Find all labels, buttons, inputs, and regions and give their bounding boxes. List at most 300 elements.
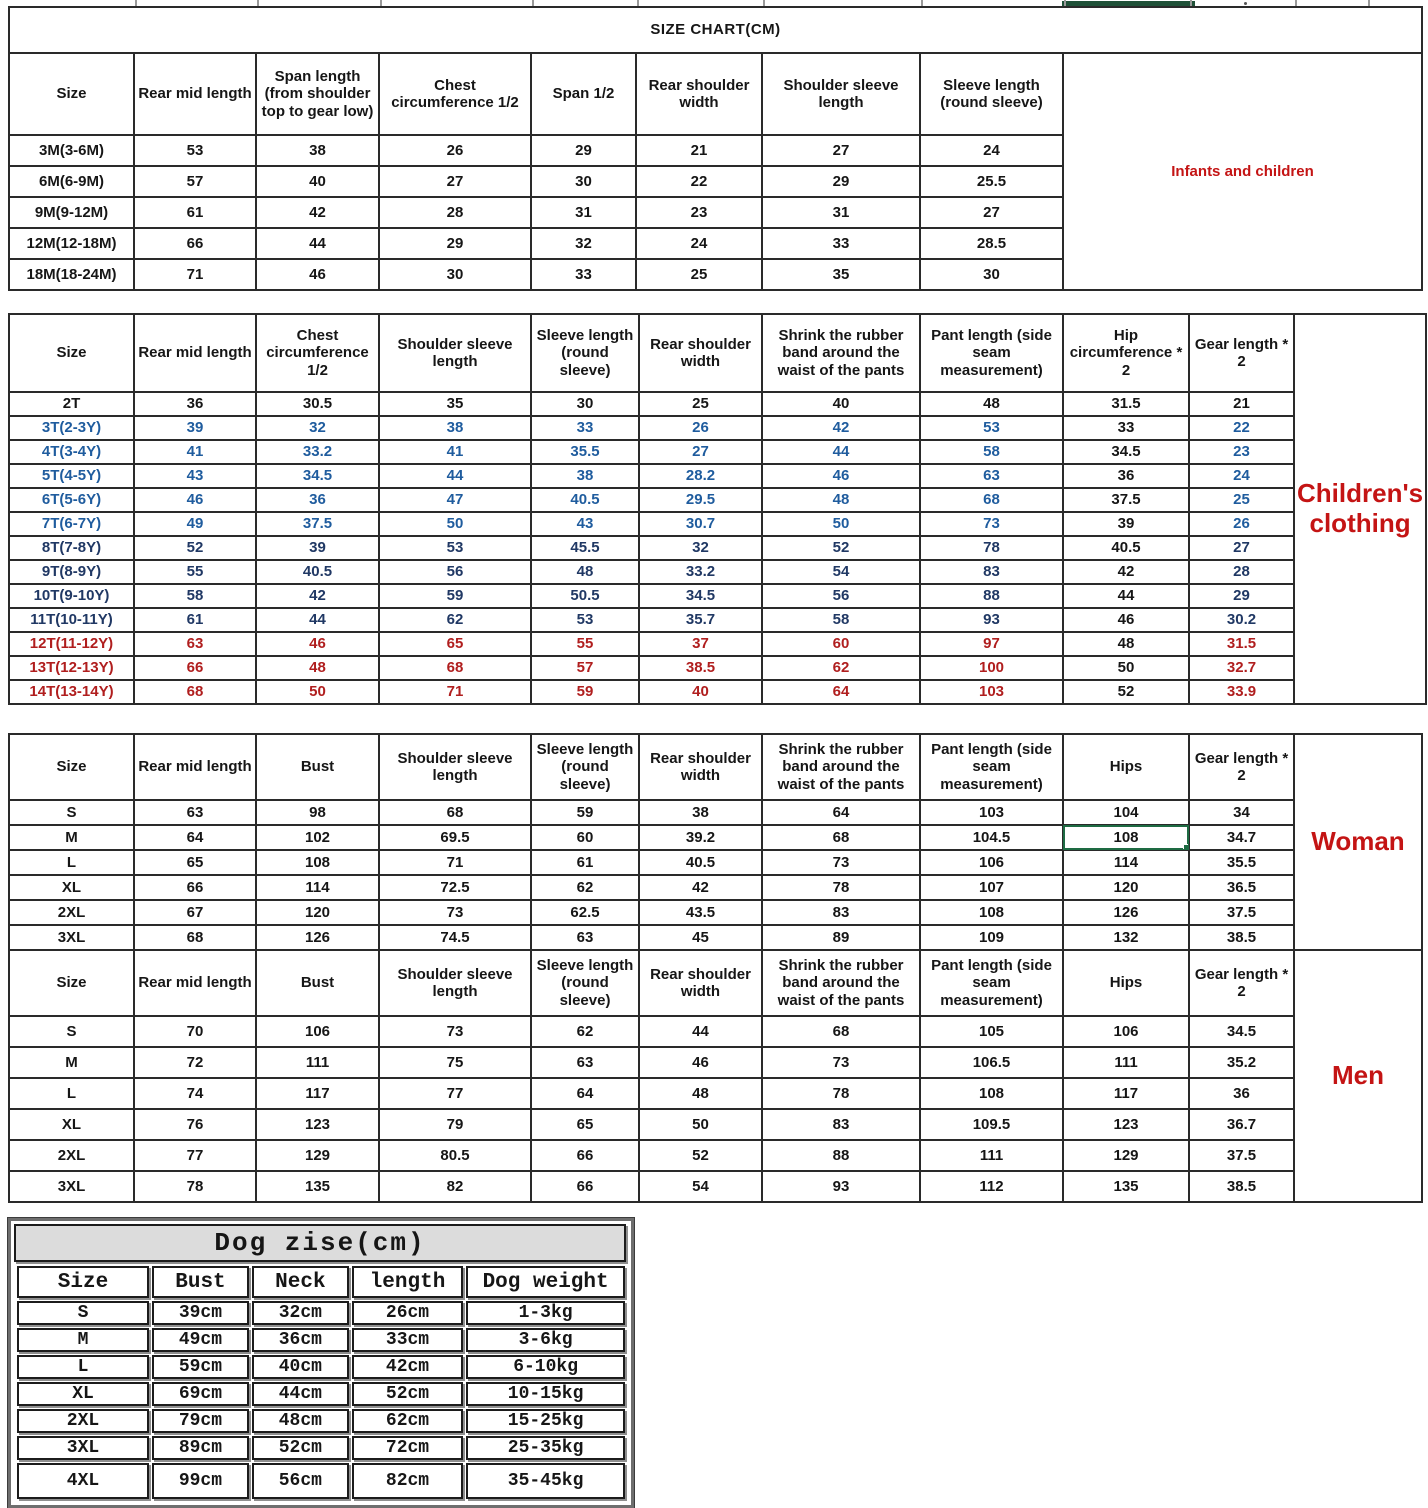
table-cell: 29 <box>531 135 636 166</box>
table-cell: S <box>9 800 134 825</box>
table-cell: 42 <box>256 197 379 228</box>
table-cell: 106.5 <box>920 1047 1063 1078</box>
table-row <box>9 656 1426 680</box>
table-cell: 36 <box>1063 464 1189 488</box>
table-cell: 66 <box>531 1140 639 1171</box>
table-cell: 34.5 <box>256 464 379 488</box>
table-cell: 40 <box>256 166 379 197</box>
column-header: Hip circumference * 2 <box>1063 314 1189 392</box>
table-cell: 65 <box>379 632 531 656</box>
table-cell: 4T(3-4Y) <box>9 440 134 464</box>
table-cell: 31 <box>762 197 920 228</box>
table-row <box>9 536 1426 560</box>
table-cell: 10T(9-10Y) <box>9 584 134 608</box>
table-cell: 13T(12-13Y) <box>9 656 134 680</box>
table-cell: 59 <box>379 584 531 608</box>
table-cell: 3M(3-6M) <box>9 135 134 166</box>
table-cell: M <box>9 825 134 850</box>
table-row <box>17 1328 625 1352</box>
table-cell: 52 <box>762 536 920 560</box>
men-size-table <box>8 949 1423 1203</box>
table-cell: 60 <box>531 825 639 850</box>
children-size-table <box>8 313 1427 705</box>
table-cell: 103 <box>920 680 1063 704</box>
table-row <box>17 1436 625 1460</box>
column-header: Shrink the rubber band around the waist of the pants <box>762 734 920 800</box>
column-header: Size <box>17 1266 149 1298</box>
table-cell: 36 <box>134 392 256 416</box>
table-cell: 62.5 <box>531 900 639 925</box>
column-header: Shrink the rubber band around the waist of the pants <box>762 950 920 1016</box>
table-row <box>9 392 1426 416</box>
table-row <box>9 584 1426 608</box>
table-cell: 55 <box>134 560 256 584</box>
table-cell: 82 <box>379 1171 531 1202</box>
table-cell: 49cm <box>152 1328 249 1352</box>
table-row <box>17 1409 625 1433</box>
column-header: Shoulder sleeve length <box>762 53 920 135</box>
table-cell: 126 <box>1063 900 1189 925</box>
table-cell: 33.9 <box>1189 680 1294 704</box>
table-cell: 32cm <box>252 1301 349 1325</box>
table-cell: 1-3kg <box>466 1301 625 1325</box>
table-cell: 22 <box>1189 416 1294 440</box>
column-header: Gear length * 2 <box>1189 734 1294 800</box>
table-cell: 62cm <box>352 1409 463 1433</box>
table-cell: 42 <box>762 416 920 440</box>
table-cell: 40 <box>762 392 920 416</box>
column-header: Chest circumference 1/2 <box>256 314 379 392</box>
table-cell: 56 <box>762 584 920 608</box>
table-cell: 106 <box>920 850 1063 875</box>
table-cell: 14T(13-14Y) <box>9 680 134 704</box>
table-cell: 25.5 <box>920 166 1063 197</box>
table-cell: 89cm <box>152 1436 249 1460</box>
table-cell: 32 <box>639 536 762 560</box>
men-grid <box>8 949 1423 1203</box>
table-cell: 63 <box>531 925 639 950</box>
infants-grid <box>8 6 1423 291</box>
column-header: Rear mid length <box>134 314 256 392</box>
table-cell: 27 <box>379 166 531 197</box>
table-cell: 68 <box>379 800 531 825</box>
table-cell: 68 <box>762 1016 920 1047</box>
table-cell: 55 <box>531 632 639 656</box>
table-cell: 33.2 <box>256 440 379 464</box>
column-header: Rear shoulder width <box>639 950 762 1016</box>
table-cell: 10-15kg <box>466 1382 625 1406</box>
table-cell: 50 <box>379 512 531 536</box>
table-cell: L <box>17 1355 149 1379</box>
table-cell: 6-10kg <box>466 1355 625 1379</box>
table-cell: 50 <box>256 680 379 704</box>
table-cell: 71 <box>379 680 531 704</box>
table-cell: 56 <box>379 560 531 584</box>
table-cell: 53 <box>379 536 531 560</box>
table-cell: 111 <box>1063 1047 1189 1078</box>
table-cell: 52cm <box>252 1436 349 1460</box>
table-row <box>9 440 1426 464</box>
table-cell: 64 <box>531 1078 639 1109</box>
table-cell: 28 <box>1189 560 1294 584</box>
table-cell: 53 <box>134 135 256 166</box>
table-cell: 135 <box>256 1171 379 1202</box>
table-cell: 34.5 <box>639 584 762 608</box>
table-cell: 24 <box>1189 464 1294 488</box>
table-row <box>17 1301 625 1325</box>
table-row <box>9 825 1422 850</box>
column-header: Shoulder sleeve length <box>379 314 531 392</box>
infants-group-label: Infants and children <box>1063 53 1422 290</box>
table-cell: 23 <box>636 197 762 228</box>
table-cell: 30 <box>531 166 636 197</box>
table-cell: 100 <box>920 656 1063 680</box>
table-cell: 29 <box>1189 584 1294 608</box>
table-row <box>9 1016 1422 1047</box>
table-cell: 35.7 <box>639 608 762 632</box>
table-cell: 80.5 <box>379 1140 531 1171</box>
table-cell: 63 <box>920 464 1063 488</box>
table-cell: 45.5 <box>531 536 639 560</box>
table-cell: 71 <box>379 850 531 875</box>
table-cell: 99cm <box>152 1463 249 1499</box>
table-cell: 35.5 <box>1189 850 1294 875</box>
table-cell: 50 <box>762 512 920 536</box>
table-cell: 29 <box>762 166 920 197</box>
table-cell: 60 <box>762 632 920 656</box>
table-row <box>9 800 1422 825</box>
table-cell: 3-6kg <box>466 1328 625 1352</box>
table-row <box>9 1109 1422 1140</box>
table-cell: 108 <box>920 1078 1063 1109</box>
table-cell: 45 <box>639 925 762 950</box>
table-row <box>9 560 1426 584</box>
table-cell: 34.5 <box>1063 440 1189 464</box>
table-cell: 65 <box>134 850 256 875</box>
table-row <box>9 1047 1422 1078</box>
table-cell: 129 <box>256 1140 379 1171</box>
table-cell: 36 <box>256 488 379 512</box>
table-cell: 42 <box>639 875 762 900</box>
table-cell: 34 <box>1189 800 1294 825</box>
table-cell: 39.2 <box>639 825 762 850</box>
table-cell: 73 <box>920 512 1063 536</box>
table-cell: 93 <box>920 608 1063 632</box>
table-cell: 52 <box>1063 680 1189 704</box>
table-cell: 24 <box>636 228 762 259</box>
table-cell: 28.2 <box>639 464 762 488</box>
table-cell: 78 <box>762 875 920 900</box>
table-cell: 30 <box>379 259 531 290</box>
table-cell: 32 <box>256 416 379 440</box>
table-cell: XL <box>17 1382 149 1406</box>
table-cell: 120 <box>256 900 379 925</box>
table-cell: 9M(9-12M) <box>9 197 134 228</box>
men-group-label: Men <box>1294 950 1422 1202</box>
table-cell: 106 <box>1063 1016 1189 1047</box>
table-cell: 104 <box>1063 800 1189 825</box>
table-cell: 73 <box>379 1016 531 1047</box>
table-cell: 41 <box>134 440 256 464</box>
table-cell: 37.5 <box>256 512 379 536</box>
table-cell: 61 <box>134 608 256 632</box>
table-cell: XL <box>9 1109 134 1140</box>
table-cell: 62 <box>379 608 531 632</box>
table-cell: 40.5 <box>531 488 639 512</box>
table-cell: 23 <box>1189 440 1294 464</box>
table-cell: 44cm <box>252 1382 349 1406</box>
table-cell: 40.5 <box>639 850 762 875</box>
table-cell: 111 <box>256 1047 379 1078</box>
table-cell: 3XL <box>9 1171 134 1202</box>
table-cell: 37.5 <box>1189 1140 1294 1171</box>
table-cell: 38.5 <box>1189 925 1294 950</box>
table-cell: 66 <box>531 1171 639 1202</box>
table-cell: 47 <box>379 488 531 512</box>
table-cell: 12T(11-12Y) <box>9 632 134 656</box>
table-cell: 30.5 <box>256 392 379 416</box>
table-cell: 36cm <box>252 1328 349 1352</box>
table-cell: 97 <box>920 632 1063 656</box>
table-cell: 93 <box>762 1171 920 1202</box>
table-cell: 40cm <box>252 1355 349 1379</box>
table-cell: L <box>9 1078 134 1109</box>
table-cell: 25-35kg <box>466 1436 625 1460</box>
table-cell: 46 <box>762 464 920 488</box>
table-cell: 48 <box>256 656 379 680</box>
table-cell: 63 <box>531 1047 639 1078</box>
table-cell: 83 <box>762 900 920 925</box>
table-cell: 54 <box>762 560 920 584</box>
table-cell: 132 <box>1063 925 1189 950</box>
column-header: Size <box>9 314 134 392</box>
table-cell: 39 <box>256 536 379 560</box>
table-cell: 120 <box>1063 875 1189 900</box>
column-header: Rear mid length <box>134 950 256 1016</box>
table-cell: 59 <box>531 800 639 825</box>
table-cell: 3T(2-3Y) <box>9 416 134 440</box>
table-cell: 42 <box>1063 560 1189 584</box>
table-cell: 33 <box>531 416 639 440</box>
table-cell: 44 <box>762 440 920 464</box>
table-cell: 53 <box>920 416 1063 440</box>
table-cell: 78 <box>762 1078 920 1109</box>
table-cell: 36 <box>1189 1078 1294 1109</box>
table-cell: 28.5 <box>920 228 1063 259</box>
column-header: Bust <box>256 734 379 800</box>
table-cell: 123 <box>1063 1109 1189 1140</box>
table-cell: 3XL <box>17 1436 149 1460</box>
column-header: Pant length (side seam measurement) <box>920 734 1063 800</box>
column-header: Size <box>9 950 134 1016</box>
table-cell: 109.5 <box>920 1109 1063 1140</box>
table-cell: 2T <box>9 392 134 416</box>
table-cell: 40 <box>639 680 762 704</box>
table-cell: 44 <box>379 464 531 488</box>
table-cell: 5T(4-5Y) <box>9 464 134 488</box>
table-cell: 98 <box>256 800 379 825</box>
woman-grid <box>8 733 1423 951</box>
table-cell: 58 <box>762 608 920 632</box>
column-header: Rear mid length <box>134 53 256 135</box>
column-header: Size <box>9 53 134 135</box>
table-cell: 32.7 <box>1189 656 1294 680</box>
column-header: Span length (from shoulder top to gear low) <box>256 53 379 135</box>
table-cell: 64 <box>762 800 920 825</box>
column-header: Size <box>9 734 134 800</box>
table-cell: 73 <box>379 900 531 925</box>
table-cell: 123 <box>256 1109 379 1140</box>
table-cell: 30.2 <box>1189 608 1294 632</box>
table-cell: 50.5 <box>531 584 639 608</box>
table-row <box>9 875 1422 900</box>
dog-chart-title: Dog zise(cm) <box>14 1224 626 1262</box>
table-cell: 35-45kg <box>466 1463 625 1499</box>
table-cell: 89 <box>762 925 920 950</box>
table-cell: 57 <box>531 656 639 680</box>
table-cell: 44 <box>256 608 379 632</box>
table-cell: 61 <box>531 850 639 875</box>
column-header: Gear length * 2 <box>1189 950 1294 1016</box>
table-cell: 43.5 <box>639 900 762 925</box>
table-cell: 35 <box>379 392 531 416</box>
column-header: Sleeve length (round sleeve) <box>531 950 639 1016</box>
table-cell: 6M(6-9M) <box>9 166 134 197</box>
table-cell: 18M(18-24M) <box>9 259 134 290</box>
table-cell: 15-25kg <box>466 1409 625 1433</box>
table-cell: 21 <box>636 135 762 166</box>
table-cell: 33 <box>762 228 920 259</box>
table-cell: 58 <box>920 440 1063 464</box>
table-cell: 46 <box>639 1047 762 1078</box>
table-cell: 77 <box>379 1078 531 1109</box>
table-cell: 26 <box>379 135 531 166</box>
table-cell: 79cm <box>152 1409 249 1433</box>
table-cell: 36.7 <box>1189 1109 1294 1140</box>
table-row <box>9 512 1426 536</box>
table-cell: 27 <box>920 197 1063 228</box>
table-cell: 106 <box>256 1016 379 1047</box>
table-cell: 67 <box>134 900 256 925</box>
table-cell: 48 <box>1063 632 1189 656</box>
table-cell: 25 <box>1189 488 1294 512</box>
infants-size-table <box>8 6 1423 291</box>
column-header: Shrink the rubber band around the waist of the pants <box>762 314 920 392</box>
table-cell: 31.5 <box>1189 632 1294 656</box>
table-cell: 38 <box>379 416 531 440</box>
column-header: Hips <box>1063 950 1189 1016</box>
column-header: Gear length * 2 <box>1189 314 1294 392</box>
table-cell: 66 <box>134 656 256 680</box>
table-cell: 68 <box>920 488 1063 512</box>
table-cell: 44 <box>256 228 379 259</box>
table-cell: 48 <box>762 488 920 512</box>
column-header: Hips <box>1063 734 1189 800</box>
table-cell: 108 <box>920 900 1063 925</box>
table-row <box>9 1171 1422 1202</box>
table-cell: M <box>9 1047 134 1078</box>
table-row <box>9 1140 1422 1171</box>
table-cell: 37 <box>639 632 762 656</box>
table-cell: 35 <box>762 259 920 290</box>
table-cell: 105 <box>920 1016 1063 1047</box>
table-cell: 25 <box>639 392 762 416</box>
table-cell: 38 <box>639 800 762 825</box>
table-cell: 68 <box>762 825 920 850</box>
table-cell: 38 <box>256 135 379 166</box>
table-cell: 7T(6-7Y) <box>9 512 134 536</box>
table-row <box>9 464 1426 488</box>
table-cell: 44 <box>639 1016 762 1047</box>
table-cell: 31.5 <box>1063 392 1189 416</box>
table-cell: L <box>9 850 134 875</box>
table-cell: 79 <box>379 1109 531 1140</box>
table-cell: 27 <box>762 135 920 166</box>
table-cell: 2XL <box>17 1409 149 1433</box>
table-cell: 58 <box>134 584 256 608</box>
table-cell: 61 <box>134 197 256 228</box>
table-cell: 26 <box>1189 512 1294 536</box>
table-cell: 103 <box>920 800 1063 825</box>
table-cell: 117 <box>256 1078 379 1109</box>
table-cell: 53 <box>531 608 639 632</box>
column-header: Chest circumference 1/2 <box>379 53 531 135</box>
table-cell: 56cm <box>252 1463 349 1499</box>
table-cell: 83 <box>762 1109 920 1140</box>
table-cell: 77 <box>134 1140 256 1171</box>
table-row <box>9 608 1426 632</box>
column-header: Neck <box>252 1266 349 1298</box>
table-row <box>17 1355 625 1379</box>
table-cell: 69.5 <box>379 825 531 850</box>
table-row <box>9 416 1426 440</box>
table-cell: 50 <box>639 1109 762 1140</box>
woman-size-table <box>8 733 1423 951</box>
table-cell: 83 <box>920 560 1063 584</box>
table-row <box>9 680 1426 704</box>
table-cell: 38 <box>531 464 639 488</box>
table-cell: 34.5 <box>1189 1016 1294 1047</box>
column-header: length <box>352 1266 463 1298</box>
column-header: Dog weight <box>466 1266 625 1298</box>
table-cell: 104.5 <box>920 825 1063 850</box>
table-cell: 3XL <box>9 925 134 950</box>
table-cell: 73 <box>762 850 920 875</box>
table-cell: XL <box>9 875 134 900</box>
table-cell: 52 <box>134 536 256 560</box>
table-cell: 73 <box>762 1047 920 1078</box>
table-cell: 111 <box>920 1140 1063 1171</box>
table-cell: 39cm <box>152 1301 249 1325</box>
table-row <box>17 1382 625 1406</box>
table-cell: 43 <box>531 512 639 536</box>
table-cell: 35.2 <box>1189 1047 1294 1078</box>
table-cell: 29 <box>379 228 531 259</box>
table-cell: 6T(5-6Y) <box>9 488 134 512</box>
table-cell: 62 <box>531 1016 639 1047</box>
table-cell: 62 <box>762 656 920 680</box>
table-cell: 43 <box>134 464 256 488</box>
chart-title: SIZE CHART(CM) <box>9 7 1422 53</box>
table-cell: 129 <box>1063 1140 1189 1171</box>
table-cell: 29.5 <box>639 488 762 512</box>
table-cell: 38.5 <box>639 656 762 680</box>
table-cell: 72 <box>134 1047 256 1078</box>
table-cell: 70 <box>134 1016 256 1047</box>
table-cell: 27 <box>1189 536 1294 560</box>
table-cell: 78 <box>134 1171 256 1202</box>
table-cell: 38.5 <box>1189 1171 1294 1202</box>
